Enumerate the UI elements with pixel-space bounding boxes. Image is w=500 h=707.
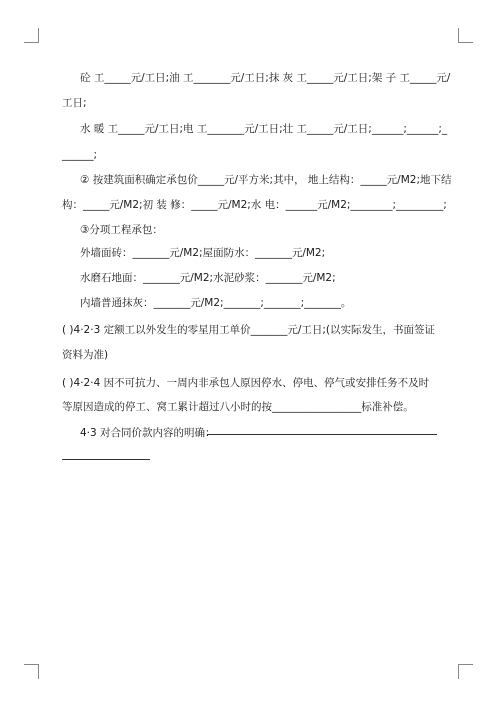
clause-4-2-4-cont: 等原因造成的停工、窝工累计超过八小时的按_________________标准补偿。 xyxy=(62,401,414,413)
clause-4-2-3-cont: 资料为准) xyxy=(62,349,109,361)
crop-mark-bottom-left xyxy=(24,664,39,679)
wage-line-1-cont: 工日; xyxy=(62,97,87,109)
clause-4-3-blank-line-cont xyxy=(62,459,150,460)
clause-4-3: 4·3 对合同价款内容的明确： xyxy=(80,427,216,439)
area-price-line: ② 按建筑面积确定承包价_____元/平方米;其中， 地上结构：_____元/M2;地下结 xyxy=(80,174,452,186)
area-price-line-cont: 构：_____元/M2;初 装 修：_____元/M2;水 电：______元/M2;________;_________; xyxy=(62,199,447,211)
subitem-line-2: 水磨石地面：_______元/M2;水泥砂浆：_______元/M2; xyxy=(80,272,336,284)
wage-line-1: 砼 工_____元/工日;油 工_______元/工日;抹 灰 工_____元/工日;架 子 工_____元/ xyxy=(80,72,451,84)
clause-4-3-blank-line xyxy=(207,434,437,435)
clause-4-2-3: ( )4·2·3 定额工以外发生的零星用工单价_______元/工日;(以实际发生，书面签证 xyxy=(62,324,436,336)
crop-mark-bottom-right xyxy=(458,664,473,679)
crop-mark-top-right xyxy=(458,28,473,43)
wage-line-2-cont: ______; xyxy=(62,149,98,161)
subitem-line-3: 内墙普通抹灰：_______元/M2;_______;_______;_______。 xyxy=(80,297,352,309)
crop-mark-top-left xyxy=(24,28,39,43)
wage-line-2: 水 暖 工_____元/工日;电 工_______元/工日;壮 工_____元/工日;______;______;_ xyxy=(80,123,448,135)
clause-4-2-4: ( )4·2·4 因不可抗力、一周内非承包人原因停水、停电、停气或安排任务不及时 xyxy=(62,377,430,389)
subitem-line-1: 外墙面砖：_______元/M2;屋面防水：_______元/M2; xyxy=(80,247,326,259)
subitem-heading: ③分项工程承包： xyxy=(80,224,163,236)
